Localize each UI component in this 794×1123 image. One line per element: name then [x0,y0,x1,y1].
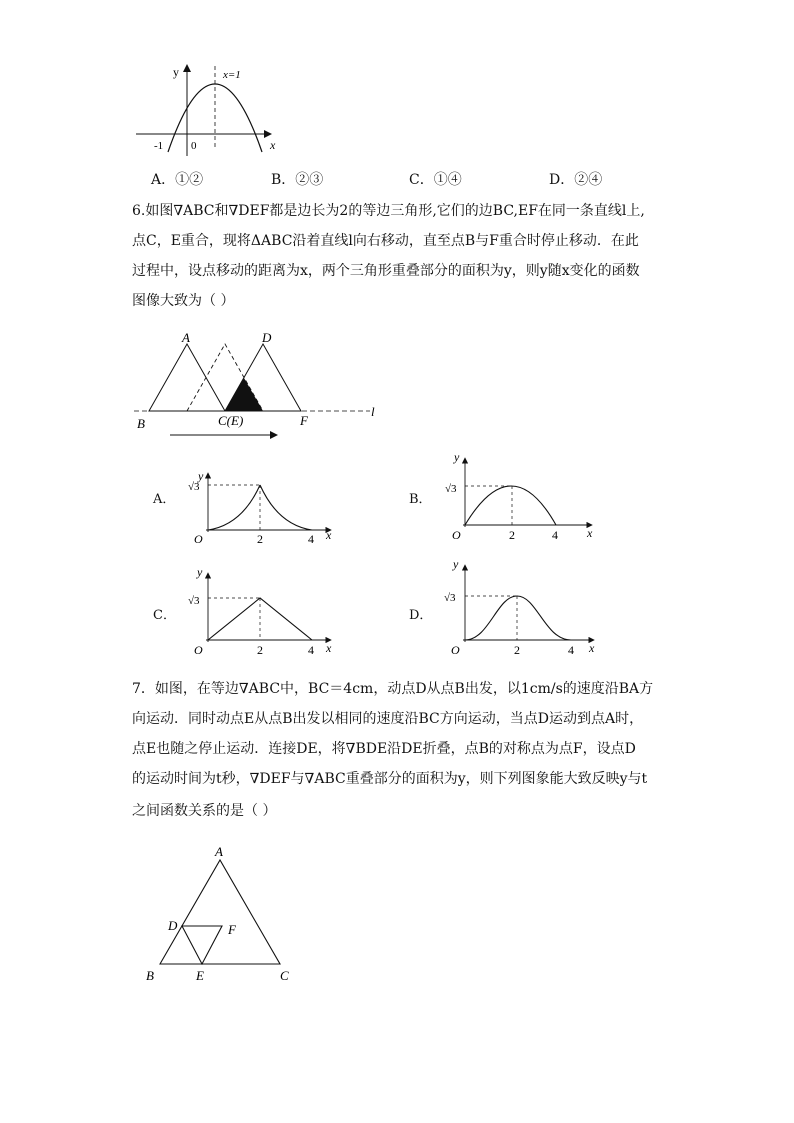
axis-y: y [454,450,460,464]
q6-fig-f: F [300,413,308,428]
q5-option-b[interactable]: B．②③ [271,172,324,188]
q7-fig-d: D [168,918,178,933]
axis-four: 4 [308,532,314,546]
axis-o: O [452,528,461,542]
q6-choice-a-graph[interactable] [180,448,340,546]
q5-option-c[interactable]: C．①④ [409,172,462,188]
q5-option-d[interactable]: D．②④ [549,172,603,188]
q6-choice-c-graph[interactable] [180,560,340,660]
q7-line-4: 的运动时间为t秒，∇DEF与∇ABC重叠部分的面积为y，则下列图象能大致反映y与t [132,771,648,787]
axis-two: 2 [257,532,263,546]
q5-axis-note: x=1 [223,69,241,81]
axis-x: x [326,528,332,542]
q6-line-3: 过程中，设点移动的距离为x，两个三角形重叠部分的面积为y，则y随x变化的函数 [132,263,640,279]
q5-zero: 0 [191,140,197,152]
axis-two: 2 [257,643,263,657]
axis-peak: √3 [188,481,200,493]
q7-line-1: 7．如图，在等边∇ABC中，BC＝4cm，动点D从点B出发，以1cm/s的速度沿BA方 [132,681,654,697]
axis-four: 4 [568,643,574,657]
q6-choice-b-graph[interactable] [437,445,601,545]
q7-line-2: 向运动．同时动点E从点B出发以相同的速度沿BC方向运动，当点D运动到点A时， [132,711,644,727]
axis-o: O [451,643,460,657]
axis-y: y [198,469,204,483]
q7-line-3: 点E也随之停止运动．连接DE，将∇BDE沿DE折叠，点B的对称点为点F，设点D [132,741,636,757]
axis-two: 2 [509,528,515,542]
q5-option-a[interactable]: A．①② [151,172,204,188]
axis-peak: √3 [445,483,457,495]
axis-four: 4 [308,643,314,657]
axis-y: y [197,565,203,579]
q6-line-2: 点C，E重合，现将ΔABC沿着直线l向右移动，直至点B与F重合时停止移动．在此 [132,233,639,249]
q6-line-4: 图像大致为（ ） [132,293,235,309]
axis-x: x [587,526,593,540]
q6-choice-d-graph[interactable] [437,552,603,660]
axis-x: x [589,641,595,655]
axis-x: x [326,641,332,655]
q6-fig-b: B [137,416,145,431]
axis-peak: √3 [188,595,200,607]
q6-fig-a: A [182,330,190,345]
q5-y-label: y [173,65,179,79]
axis-y: y [453,557,459,571]
q7-fig-b: B [146,968,154,983]
q5-x-label: x [270,138,276,152]
q6-choice-a-label[interactable]: A． [153,492,176,507]
q7-fig-a: A [215,844,223,859]
q7-figure [138,840,308,990]
q6-line-1: 6.如图∇ABC和∇DEF都是边长为2的等边三角形,它们的边BC,EF在同一条直线l上, [132,203,645,219]
q6-fig-ce: C(E) [218,413,244,428]
q7-line-5: 之间函数关系的是（ ） [132,803,277,819]
q7-fig-c: C [280,968,289,983]
q7-fig-e: E [196,968,204,983]
q6-choice-b-label[interactable]: B． [409,492,432,507]
axis-two: 2 [514,643,520,657]
q6-fig-l: l [371,404,375,419]
axis-four: 4 [552,528,558,542]
q6-fig-d: D [262,330,272,345]
axis-o: O [194,643,203,657]
q5-graph [130,60,290,160]
axis-peak: √3 [444,592,456,604]
axis-o: O [194,532,203,546]
q6-choice-d-label[interactable]: D． [409,608,433,623]
q5-neg-one: -1 [154,140,164,152]
q6-figure [128,328,388,446]
q7-fig-f: F [228,922,236,937]
q6-choice-c-label[interactable]: C． [153,608,176,623]
